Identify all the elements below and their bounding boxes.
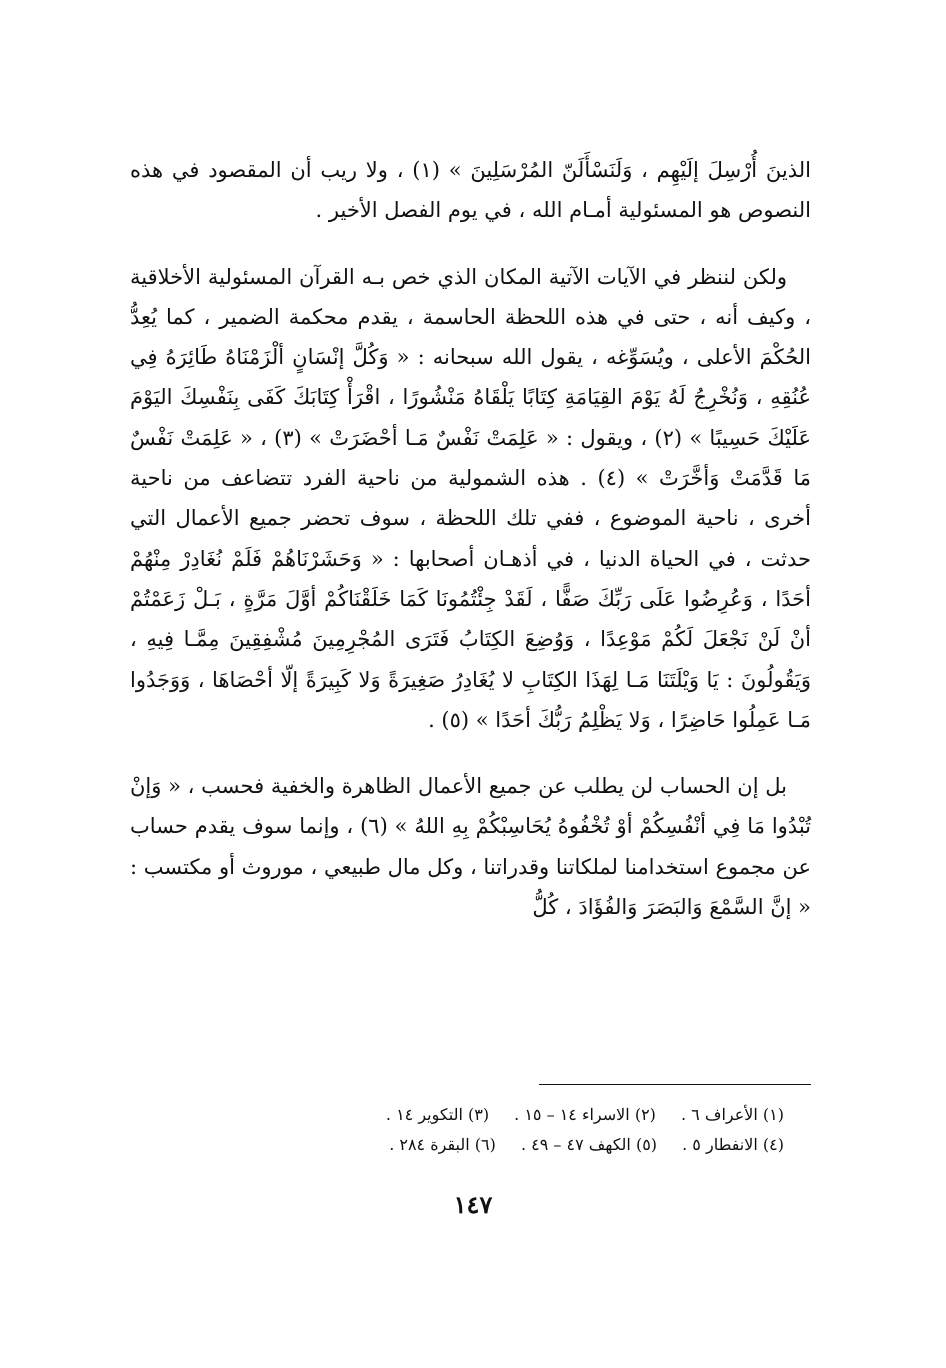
footnote-3: (٣) التكوير ١٤ . — [385, 1105, 490, 1124]
footnote-6: (٦) البقرة ٢٨٤ . — [389, 1135, 496, 1154]
footnote-row — [130, 1100, 784, 1130]
main-text — [130, 150, 811, 927]
paragraph-gap — [130, 231, 811, 257]
footnote-separator — [539, 1084, 811, 1085]
footnote-2: (٢) الاسراء ١٤ – ١٥ . — [514, 1105, 656, 1124]
footnote-row — [130, 1130, 784, 1160]
footnote-5: (٥) الكهف ٤٧ – ٤٩ . — [520, 1135, 658, 1154]
page-number: ١٤٧ — [453, 1190, 493, 1219]
footnote-1: (١) الأعراف ٦ . — [681, 1105, 784, 1124]
paragraph-2: ولكن لننظر في الآيات الآتية المكان الذي خص بـه القرآن المسئولية الأخلاقية ، وكيف أنه ، حتى في هذه اللحظة الحاسمة ، يقدم محكمة الضمير ، كما يُعِدُّ الحُكْمَ الأعلى ، ويُسَوِّغه ، يقول الله سبحانه : « وَكُلَّ إنْسَانٍ ألْزَمْنَاهُ طَائِرَهُ فِي عُنُقِهِ ، وَنُخْرِجُ لَهُ يَوْمَ القِيَامَةِ كِتَابًا يَلْقَاهُ مَنْشُورًا ، اقْرَأْ كِتَابَكَ كَفَى بِنَفْسِكَ اليَوْمَ عَلَيْكَ حَسِيبًا » (٢) ، ويقول : « عَلِمَتْ نَفْسٌ مَـا أحْضَرَتْ » (٣) ، « عَلِمَتْ نَفْسٌ مَا قَدَّمَتْ وَأخَّرَتْ » (٤) . هذه الشمولية من ناحية الفرد تتضاعف من ناحية أخرى ، ناحية الموضوع ، ففي تلك اللحظة ، سوف تحضر جميع الأعمال التي حدثت ، في الحياة الدنيا ، في أذهـان أصحابها : « وَحَشَرْنَاهُمْ فَلَمْ نُغَادِرْ مِنْهُمْ أحَدًا ، وَعُرِضُوا عَلَى رَبِّكَ صَفًّا ، لَقَدْ جِئْتُمُونَا كَمَا خَلَقْنَاكُمْ أوَّلَ مَرَّةٍ ، بَـلْ زَعَمْتُمْ أنْ لَنْ نَجْعَلَ لَكُمْ مَوْعِدًا ، وَوُضِعَ الكِتَابُ فَتَرَى المُجْرِمِينَ مُشْفِقِينَ مِمَّـا فِيهِ ، وَيَقُولُونَ : يَا وَيْلَتَنَا مَـا لِهَذَا الكِتَابِ لا يُغَادِرُ صَغِيرَةً وَلا كَبِيرَةً إلّا أحْصَاهَا ، وَوَجَدُوا مَـا عَمِلُوا حَاضِرًا ، وَلا يَظْلِمُ رَبُّكَ أحَدًا » (٥) . — [130, 264, 811, 732]
paragraph-3: بل إن الحساب لن يطلب عن جميع الأعمال الظاهرة والخفية فحسب ، « وَإنْ تُبْدُوا مَا فِي أنْفُسِكُمْ أوْ تُخْفُوهُ يُحَاسِبْكُمْ بِهِ اللهُ » (٦) ، وإنما سوف يقدم حساب عن مجموع استخدامنا لملكاتنا وقدراتنا ، وكل مال طبيعي ، موروث أو مكتسب : « إنَّ السَّمْعَ وَالبَصَرَ وَالفُؤَادَ ، كُلُّ — [130, 774, 811, 920]
footnotes — [130, 1100, 784, 1160]
footnote-4: (٤) الانفطار ٥ . — [682, 1135, 784, 1154]
paragraph-gap — [130, 740, 811, 766]
paragraph-1: الذينَ أُرْسِلَ إلَيْهِم ، وَلَنَسْأَلَنّ المُرْسَلِينَ » (١) ، ولا ريب أن المقصود في هذه النصوص هو المسئولية أمـام الله ، في يوم الفصل الأخير . — [130, 158, 812, 223]
